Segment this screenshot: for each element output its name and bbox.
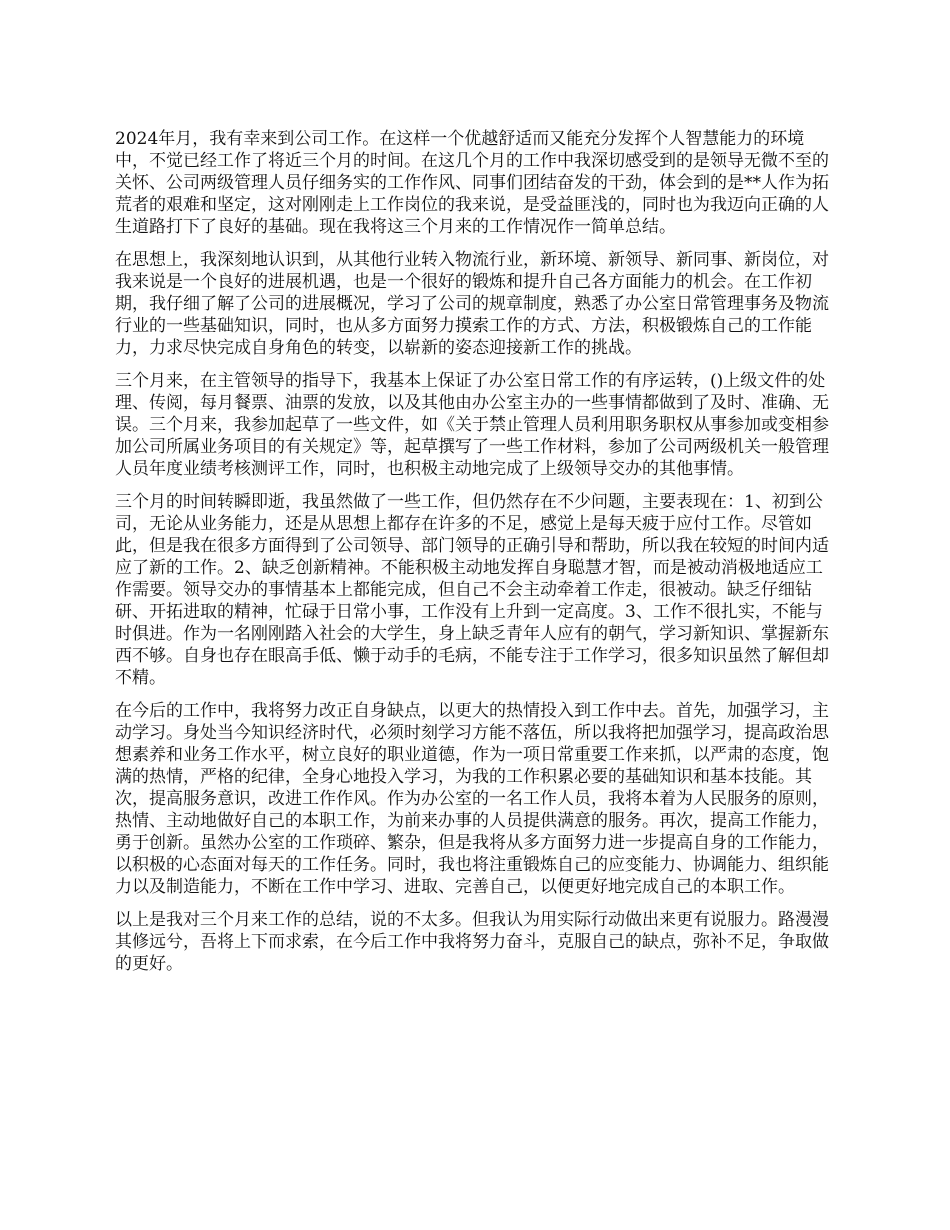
paragraph-problems: 三个月的时间转瞬即逝，我虽然做了一些工作，但仍然存在不少问题，主要表现在：1、初到公司，无论从业务能力，还是从思想上都存在许多的不足，感觉上是每天疲于应付工作。尽管如此，但是我在很多方面得到了公司领导、部门领导的正确引导和帮助，所以我在较短的时间内适应了新的工作。2、缺乏创新精神。不能积极主动地发挥自身聪慧才智，而是被动消极地适应工作需要。领导交办的事情基本上都能完成，但自己不会主动牵着工作走，很被动。缺乏仔细钻研、开拓进取的精神，忙碌于日常小事，工作没有上升到一定高度。3、工作不很扎实，不能与时俱进。作为一名刚刚踏入社会的大学生，身上缺乏青年人应有的朝气，学习新知识、掌握新东西不够。自身也存在眼高手低、懒于动手的毛病，不能专注于工作学习，很多知识虽然了解但却不精。 xyxy=(115,492,829,688)
document-body xyxy=(115,128,838,986)
paragraph-intro: 2024年月，我有幸来到公司工作。在这样一个优越舒适而又能充分发挥个人智慧能力的环境中，不觉已经工作了将近三个月的时间。在这几个月的工作中我深切感受到的是领导无微不至的关怀、公司两级管理人员仔细务实的工作作风、同事们团结奋发的干劲，体会到的是**人作为拓荒者的艰难和坚定，这对刚刚走上工作岗位的我来说，是受益匪浅的，同时也为我迈向正确的人生道路打下了良好的基础。现在我将这三个月来的工作情况作一简单总结。 xyxy=(115,129,829,237)
paragraph-conclusion: 以上是我对三个月来工作的总结，说的不太多。但我认为用实际行动做出来更有说服力。路漫漫其修远兮，吾将上下而求索，在今后工作中我将努力奋斗，克服自己的缺点，弥补不足，争取做的更好。 xyxy=(115,910,829,974)
paragraph-plans: 在今后的工作中，我将努力改正自身缺点，以更大的热情投入到工作中去。首先，加强学习，主动学习。身处当今知识经济时代，必须时刻学习方能不落伍，所以我将把加强学习，提高政治思想素养和业务工作水平，树立良好的职业道德，作为一项日常重要工作来抓，以严肃的态度，饱满的热情，严格的纪律，全身心地投入学习，为我的工作积累必要的基础知识和基本技能。其次，提高服务意识，改进工作作风。作为办公室的一名工作人员，我将本着为人民服务的原则，热情、主动地做好自己的本职工作，为前来办事的人员提供满意的服务。再次，提高工作能力，勇于创新。虽然办公室的工作琐碎、繁杂，但是我将从多方面努力进一步提高自身的工作能力，以积极的心态面对每天的工作任务。同时，我也将注重锻炼自己的应变能力、协调能力、组织能力以及制造能力，不断在工作中学习、进取、完善自己，以便更好地完成自己的本职工作。 xyxy=(115,701,829,897)
paragraph-thinking: 在思想上，我深刻地认识到，从其他行业转入物流行业，新环境、新领导、新同事、新岗位，对我来说是一个良好的进展机遇，也是一个很好的锻炼和提升自己各方面能力的机会。在工作初期，我仔细了解了公司的进展概况，学习了公司的规章制度，熟悉了办公室日常管理事务及物流行业的一些基础知识，同时，也从多方面努力摸索工作的方式、方法，积极锻炼自己的工作能力，力求尽快完成自身角色的转变，以崭新的姿态迎接新工作的挑战。 xyxy=(115,250,829,358)
paragraph-work-done: 三个月来，在主管领导的指导下，我基本上保证了办公室日常工作的有序运转，()上级文件的处理、传阅，每月餐票、油票的发放，以及其他由办公室主办的一些事情都做到了及时、准确、无误。三个月来，我参加起草了一些文件，如《关于禁止管理人员利用职务职权从事参加或变相参加公司所属业务项目的有关规定》等，起草撰写了一些工作材料，参加了公司两级机关一般管理人员年度业绩考核测评工作，同时，也积极主动地完成了上级领导交办的其他事情。 xyxy=(115,371,829,479)
